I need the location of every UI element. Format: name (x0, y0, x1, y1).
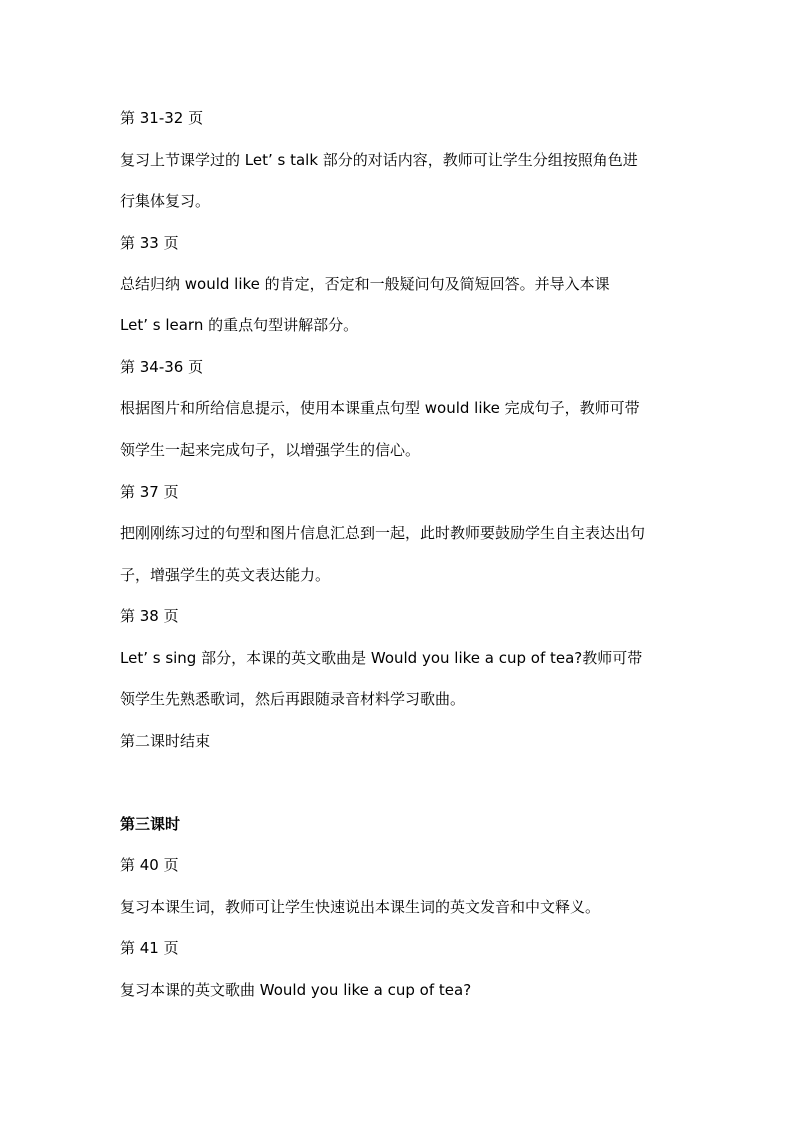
paragraph-line: 领学生一起来完成句子，以增强学生的信心。 (120, 441, 421, 459)
paragraph-line: 根据图片和所给信息提示，使用本课重点句型 would like 完成句子，教师可带 (120, 399, 640, 417)
paragraph-line: 总结归纳 would like 的肯定，否定和一般疑问句及简短回答。并导入本课 (120, 275, 610, 293)
page-heading: 第 33 页 (120, 234, 179, 252)
paragraph-line: Let’ s sing 部分，本课的英文歌曲是 Would you like a cup of tea?教师可带 (120, 649, 643, 667)
paragraph-line: 复习本课的英文歌曲 Would you like a cup of tea? (120, 981, 472, 999)
page-heading: 第 37 页 (120, 483, 179, 501)
page-heading: 第 31-32 页 (120, 109, 204, 127)
page-heading: 第 41 页 (120, 939, 179, 957)
page-heading: 第 38 页 (120, 607, 179, 625)
page-heading: 第 40 页 (120, 856, 179, 874)
paragraph-line: 复习上节课学过的 Let’ s talk 部分的对话内容，教师可让学生分组按照角色进 (120, 151, 638, 169)
paragraph-line: 领学生先熟悉歌词，然后再跟随录音材料学习歌曲。 (120, 690, 466, 708)
lesson-heading: 第三课时 (120, 815, 181, 833)
paragraph-line: 复习本课生词，教师可让学生快速说出本课生词的英文发音和中文释义。 (120, 898, 601, 916)
section-end-note: 第二课时结束 (120, 732, 211, 750)
paragraph-line: Let’ s learn 的重点句型讲解部分。 (120, 316, 359, 334)
paragraph-line: 行集体复习。 (120, 192, 211, 210)
page-heading: 第 34-36 页 (120, 358, 204, 376)
paragraph-line: 子，增强学生的英文表达能力。 (120, 566, 331, 584)
paragraph-line: 把刚刚练习过的句型和图片信息汇总到一起，此时教师要鼓励学生自主表达出句 (120, 524, 646, 542)
